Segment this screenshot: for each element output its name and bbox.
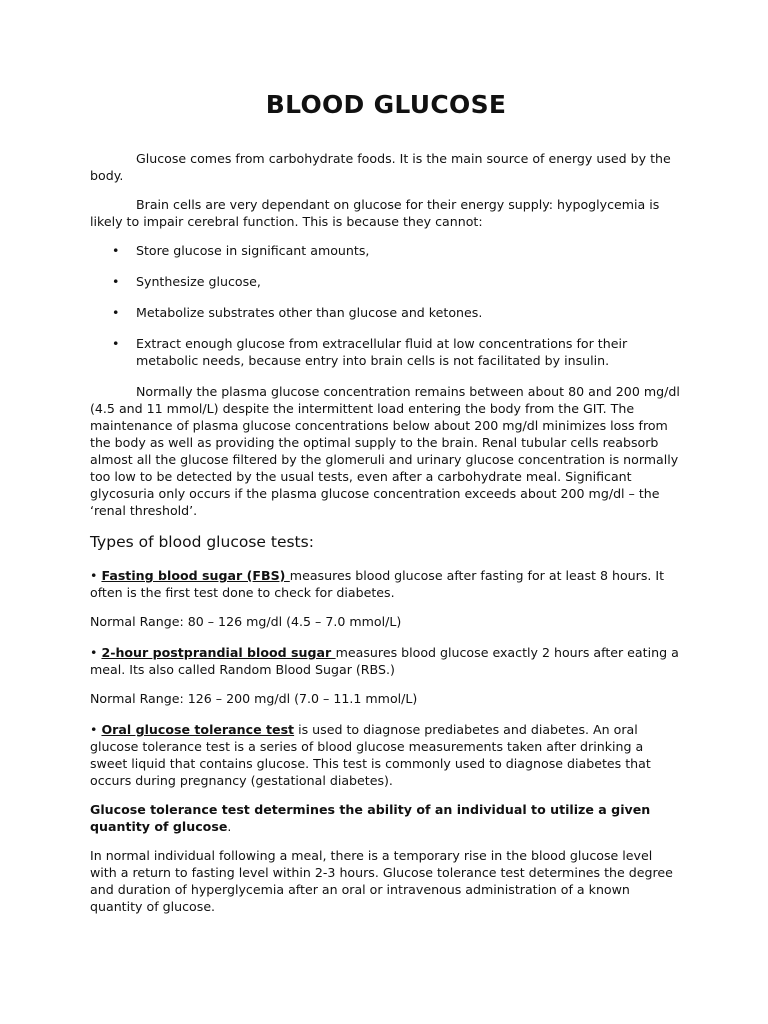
list-item-text: Synthesize glucose, — [136, 274, 261, 289]
document-title: BLOOD GLUCOSE — [265, 90, 507, 119]
intro-paragraph-2: Brain cells are very dependant on glucose for their energy supply: hypoglycemia is likely to impair cerebral function. This is because they cannot: — [90, 197, 660, 229]
bullet-icon: • — [112, 243, 120, 258]
gtt-statement — [90, 801, 682, 835]
gtt-statement-text: Glucose tolerance test determines the ability of an individual to utilize a given quantity of glucose — [90, 802, 651, 834]
test-term: 2-hour postprandial blood sugar — [101, 645, 336, 660]
list-item-text: Extract enough glucose from extracellular fluid at low concentrations for their metabolic needs, because entry into brain cells is not facilitated by insulin. — [136, 336, 628, 368]
intro-paragraph-1: Glucose comes from carbohydrate foods. It is the main source of energy used by the body. — [90, 151, 671, 183]
normal-glucose-paragraph: Normally the plasma glucose concentration remains between about 80 and 200 mg/dl (4.5 and 11 mmol/L) despite the intermittent load entering the body from the GIT. The maintenance of plasma glucose concentrations below about 200 mg/dl minimizes loss from the body as well as providing the optimal supply to the brain. Renal tubular cells reabsorb almost all the glucose filtered by the glomeruli and urinary glucose concentration is normally too low to be detected by the usual tests, even after a carbohydrate meal. Significant glycosuria only occurs if the plasma glucose concentration exceeds about 200 mg/dl – the ‘renal threshold’. — [90, 384, 680, 518]
list-item — [90, 335, 682, 369]
list-item-text: Metabolize substrates other than glucose and ketones. — [136, 305, 483, 320]
bullet-icon: • — [90, 645, 98, 660]
bullet-icon: • — [90, 722, 98, 737]
list-item — [90, 242, 682, 259]
brain-limitations-list — [90, 242, 682, 369]
list-item-text: Store glucose in significant amounts, — [136, 243, 370, 258]
bullet-icon: • — [112, 305, 120, 320]
test-description: measures blood glucose after fasting for at least 8 hours. It often is the first test done to check for diabetes. — [90, 568, 665, 600]
test-term: Oral glucose tolerance test — [101, 722, 295, 737]
test-ogtt — [90, 721, 682, 789]
list-item — [90, 304, 682, 321]
tests-heading: Types of blood glucose tests: — [90, 533, 314, 551]
bullet-icon: • — [112, 274, 120, 289]
document-body — [90, 88, 682, 927]
test-description: is used to diagnose prediabetes and diabetes. An oral glucose tolerance test is a series of blood glucose measurements taken after drinking a sweet liquid that contains glucose. This test is commonly used to diagnose diabetes that occurs during pregnancy (gestational diabetes). — [90, 722, 651, 788]
test-term: Fasting blood sugar (FBS) — [101, 568, 290, 583]
test-description: measures blood glucose exactly 2 hours after eating a meal. Its also called Random Blood Sugar (RBS.) — [90, 645, 679, 677]
test-postprandial — [90, 644, 682, 678]
gtt-statement-period: . — [227, 819, 232, 834]
test-fbs — [90, 567, 682, 601]
list-item — [90, 273, 682, 290]
bullet-icon: • — [90, 568, 98, 583]
bullet-icon: • — [112, 336, 120, 351]
test-fbs-range: Normal Range: 80 – 126 mg/dl (4.5 – 7.0 mmol/L) — [90, 614, 402, 629]
test-postprandial-range: Normal Range: 126 – 200 mg/dl (7.0 – 11.1 mmol/L) — [90, 691, 418, 706]
final-paragraph: In normal individual following a meal, there is a temporary rise in the blood glucose level with a return to fasting level within 2-3 hours. Glucose tolerance test determines the degree and duration of hyperglycemia after an oral or intravenous administration of a known quantity of glucose. — [90, 848, 673, 914]
